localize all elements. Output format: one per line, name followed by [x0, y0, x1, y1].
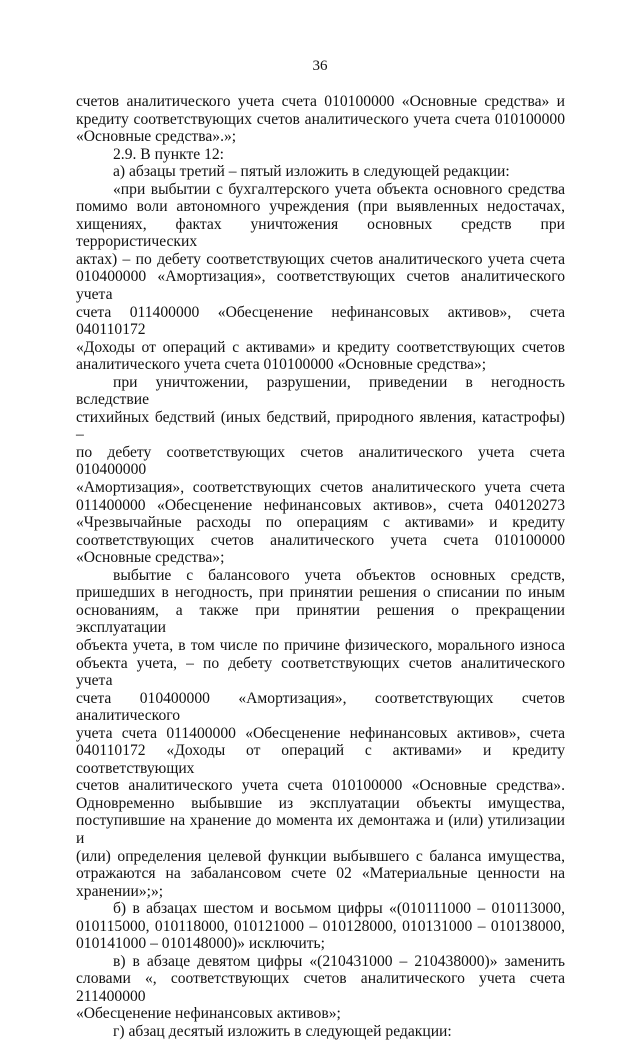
text-line: объекта учета, в том числе по причине физического, морального износа	[76, 636, 565, 654]
text-line: 011400000 «Обесценение нефинансовых активов», счета 040120273	[76, 496, 565, 514]
text-line: 2.9. В пункте 12:	[113, 145, 225, 163]
text-line: по дебету соответствующих счетов аналитического учета счета 010400000	[76, 443, 565, 479]
text-line: Одновременно выбывшие из эксплуатации объекты имущества,	[76, 794, 565, 812]
text-line: выбытие с балансового учета объектов основных средств,	[113, 566, 565, 584]
text-line: «Основные средства».»;	[76, 128, 237, 146]
text-line: 040110172 «Доходы от операций с активами» и кредиту соответствующих	[76, 742, 565, 777]
text-line: помимо воли автономного учреждения (при выявленных недостачах,	[76, 198, 565, 216]
text-line: «Доходы от операций с активами» и кредиту соответствующих счетов	[76, 338, 565, 356]
page-number: 36	[312, 58, 328, 74]
text-line: хищениях, фактах уничтожения основных средств при террористических	[76, 215, 565, 251]
text-line: основаниям, а также при принятии решения о прекращении эксплуатации	[76, 601, 565, 637]
text-line: «Основные средства»;	[76, 549, 225, 567]
paragraph	[76, 1023, 565, 1041]
text-line: «Чрезвычайные расходы по операциям с активами» и кредиту	[76, 514, 565, 532]
paragraph	[76, 374, 565, 567]
text-line: хранении»;»;	[76, 882, 164, 900]
paragraph	[76, 181, 565, 374]
text-line: 010115000, 010118000, 010121000 – 010128000, 010131000 – 010138000,	[76, 917, 565, 935]
text-line: поступившие на хранение до момента их демонтажа и (или) утилизации и	[76, 812, 565, 847]
text-line: счета 011400000 «Обесценение нефинансовых активов», счета 040110172	[76, 303, 565, 339]
document-body	[76, 93, 565, 1041]
text-line: счета 010400000 «Амортизация», соответствующих счетов аналитического	[76, 689, 565, 725]
text-line: «Обесценение нефинансовых активов»;	[76, 1005, 341, 1023]
text-line: актах) – по дебету соответствующих счетов аналитического учета счета	[76, 250, 565, 268]
text-line: пришедших в негодность, при принятии решения о списании по иным	[76, 584, 565, 602]
text-line: счетов аналитического учета счета 010100000 «Основные средства».	[76, 777, 565, 795]
text-line: объекта учета, – по дебету соответствующих счетов аналитического учета	[76, 654, 565, 690]
text-line: отражаются на забалансовом счете 02 «Материальные ценности на	[76, 865, 565, 883]
text-line: а) абзацы третий – пятый изложить в следующей редакции:	[113, 163, 510, 181]
text-line: кредиту соответствующих счетов аналитического учета счета 010100000	[76, 110, 565, 128]
text-line: счетов аналитического учета счета 010100000 «Основные средства» и	[76, 93, 565, 110]
text-line: г) абзац десятый изложить в следующей редакции:	[113, 1022, 452, 1040]
text-line: 010141000 – 010148000)» исключить;	[76, 935, 325, 953]
text-line: словами «, соответствующих счетов аналитического учета счета 211400000	[76, 970, 565, 1005]
text-line: 010400000 «Амортизация», соответствующих счетов аналитического учета	[76, 268, 565, 304]
paragraph	[76, 900, 565, 953]
paragraph	[76, 163, 565, 181]
text-line: «при выбытии с бухгалтерского учета объекта основного средства	[113, 180, 565, 198]
text-line: «Амортизация», соответствующих счетов аналитического учета счета	[76, 479, 565, 497]
text-line: стихийных бедствий (иных бедствий, природного явления, катастрофы) –	[76, 408, 565, 444]
text-line: соответствующих счетов аналитического учета счета 010100000	[76, 531, 565, 549]
text-line: при уничтожении, разрушении, приведении в негодность вследствие	[76, 373, 565, 409]
paragraph	[76, 953, 565, 1023]
paragraph	[76, 93, 565, 146]
text-line: учета счета 011400000 «Обесценение нефинансовых активов», счета	[76, 724, 565, 742]
paragraph	[76, 567, 565, 900]
paragraph	[76, 146, 565, 164]
text-line: б) в абзацах шестом и восьмом цифры «(010111000 – 010113000,	[113, 900, 565, 918]
text-line: (или) определения целевой функции выбывшего с баланса имущества,	[76, 847, 565, 865]
text-line: аналитического учета счета 010100000 «Основные средства»;	[76, 356, 487, 374]
text-line: в) в абзаце девятом цифры «(210431000 – 210438000)» заменить	[113, 952, 565, 970]
